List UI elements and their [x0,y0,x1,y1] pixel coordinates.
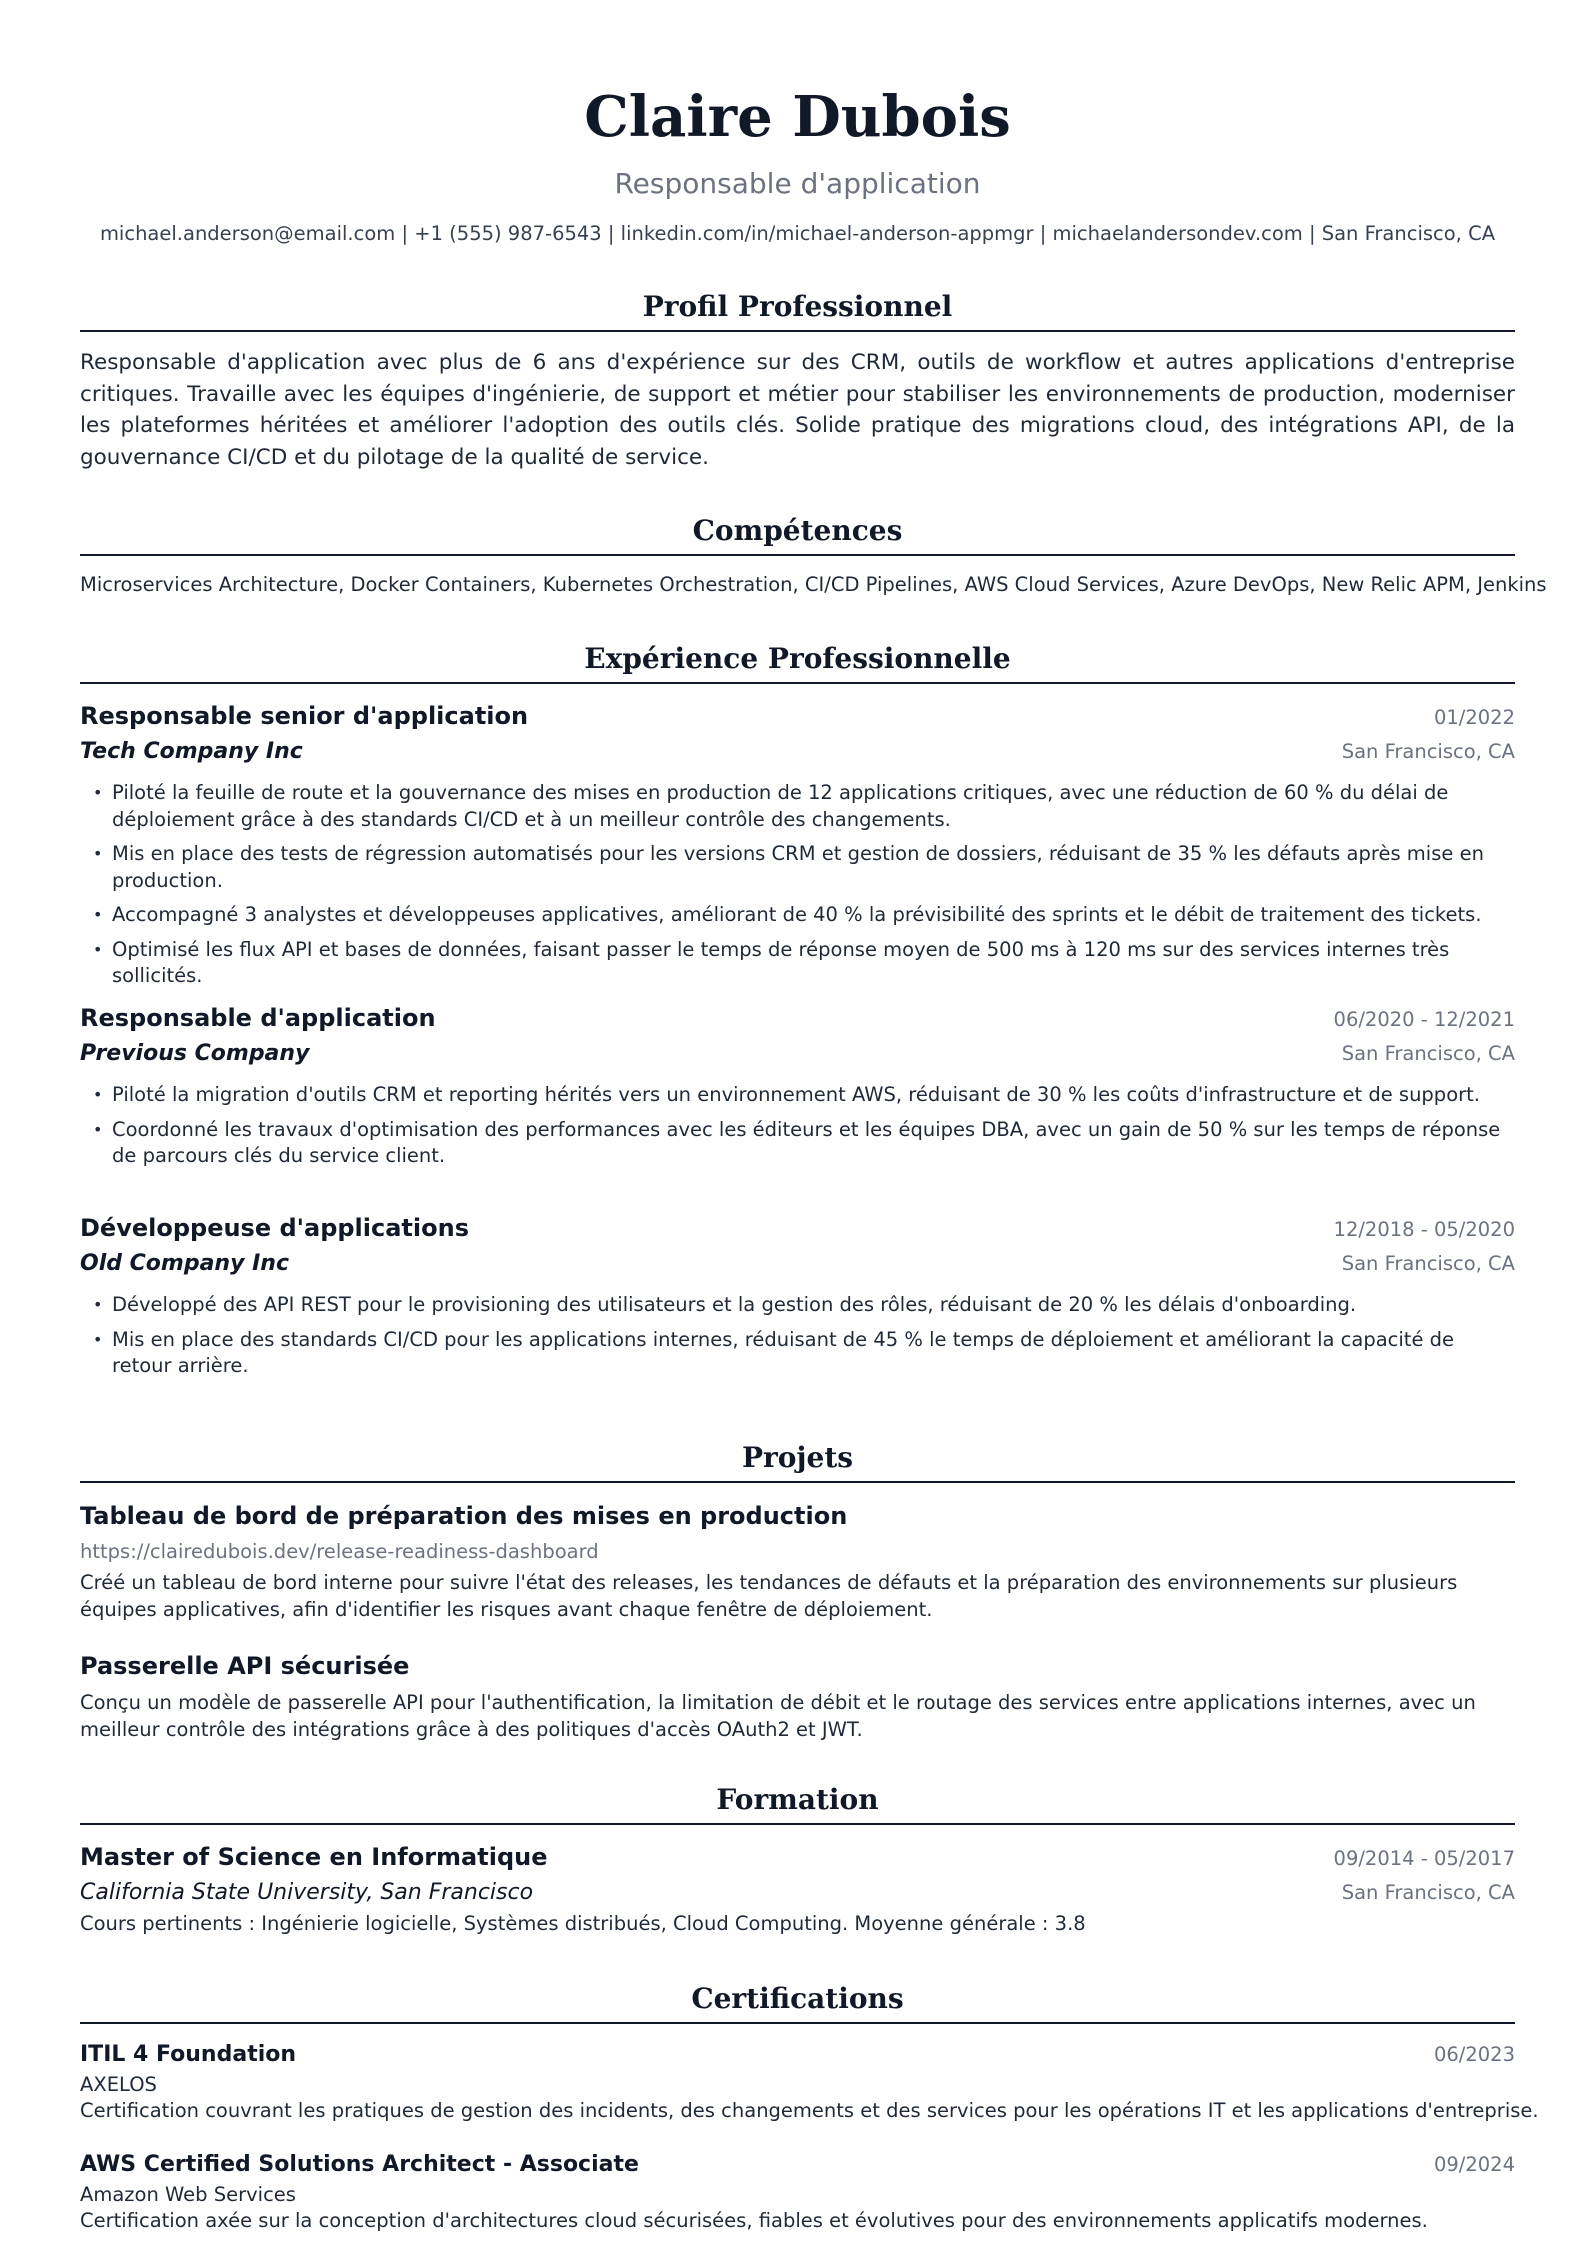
cert-description: Certification axée sur la conception d'architectures cloud sécurisées, fiables et évolutives pour des environnements applicatifs modernes. [80,2209,1428,2232]
education-heading: Formation [716,1783,879,1816]
education-date: 09/2014 - 05/2017 [1333,1847,1515,1870]
cert-issuer: AXELOS [80,2073,157,2096]
experience-divider [80,682,1515,684]
job-location: San Francisco, CA [1341,1252,1515,1275]
project-link-row [80,1539,1515,1565]
job-date: 01/2022 [1433,706,1515,729]
education-subheader [80,1878,1515,1908]
candidate-title: Responsable d'application [614,167,981,200]
project-text: Conçu un modèle de passerelle API pour l'authentification, la limitation de débit et le routage des services entre applications internes, avec un meilleur contrôle des intégrations grâce à des politiques d'accès OAuth2 et JWT. [80,1691,1476,1741]
job-role: Responsable senior d'application [80,702,529,730]
skills-text: Microservices Architecture, Docker Containers, Kubernetes Orchestration, CI/CD Pipelines, AWS Cloud Services, Azure DevOps, New Relic APM, Jenkins [80,573,1547,596]
skills-heading: Compétences [692,514,903,547]
contact-line: michael.anderson@email.com | +1 (555) 987-6543 | linkedin.com/in/michael-anderson-appmgr | michaelandersondev.com | San Francisco, CA [99,222,1496,245]
job-subheader [80,737,1515,767]
cert-issuer: Amazon Web Services [80,2183,296,2206]
cert-description: Certification couvrant les pratiques de gestion des incidents, des changements et des services pour les opérations IT et les applications d'entreprise. [80,2099,1539,2122]
job-role: Développeuse d'applications [80,1214,469,1242]
profile-divider [80,330,1515,332]
project-text: Créé un tableau de bord interne pour suivre l'état des releases, les tendances de défauts et la préparation des environnements sur plusieurs équipes applicatives, afin d'identifier les risques avant chaque fenêtre de déploiement. [80,1571,1458,1621]
cert-description-row [80,2098,1539,2124]
job-date: 12/2018 - 05/2020 [1333,1218,1515,1241]
cert-description-row [80,2208,1515,2234]
job-company: Tech Company Inc [80,739,303,764]
project-header [80,1650,1515,1682]
education-details [80,1911,1515,1937]
degree-name: Master of Science en Informatique [80,1843,548,1871]
list-item: • Piloté la migration d'outils CRM et reporting hérités vers un environnement AWS, réduisant de 30 % les coûts d'infrastructure et de support. [80,1082,1515,1109]
list-item: • Mis en place des tests de régression automatisés pour les versions CRM et gestion de dossiers, réduisant de 35 % les défauts après mise en production. [80,841,1515,894]
list-item: • Optimisé les flux API et bases de données, faisant passer le temps de réponse moyen de 500 ms à 120 ms sur des services internes très sollicités. [80,937,1515,990]
certifications-heading: Certifications [691,1982,904,2015]
job-bullets [80,1082,1515,1178]
cert-issuer-row [80,2182,1515,2208]
job-header [80,700,1515,732]
cert-issuer-row [80,2072,1515,2098]
project-title: Passerelle API sécurisée [80,1652,410,1680]
job-company: Previous Company [80,1041,310,1066]
skills-divider [80,554,1515,556]
job-subheader [80,1039,1515,1069]
project-link[interactable]: https://clairedubois.dev/release-readiness-dashboard [80,1540,599,1563]
cert-header [80,2150,1515,2180]
projects-divider [80,1481,1515,1483]
profile-section [80,347,1515,473]
job-role: Responsable d'application [80,1004,436,1032]
project-description [80,1570,1515,1623]
cert-name: ITIL 4 Foundation [80,2042,297,2067]
list-item: • Développé des API REST pour le provisioning des utilisateurs et la gestion des rôles, réduisant de 20 % les délais d'onboarding. [80,1292,1515,1319]
cert-name: AWS Certified Solutions Architect - Associate [80,2152,639,2177]
list-item: • Accompagné 3 analystes et développeuses applicatives, améliorant de 40 % la prévisibilité des sprints et le débit de traitement des tickets. [80,902,1515,929]
list-item: • Mis en place des standards CI/CD pour les applications internes, réduisant de 45 % le temps de déploiement et améliorant la capacité de retour arrière. [80,1327,1515,1380]
education-location: San Francisco, CA [1341,1881,1515,1904]
list-item: • Coordonné les travaux d'optimisation des performances avec les éditeurs et les équipes DBA, avec un gain de 50 % sur les temps de réponse de parcours clés du service client. [80,1117,1515,1170]
job-bullets [80,1292,1515,1388]
education-divider [80,1823,1515,1825]
job-header [80,1002,1515,1034]
experience-heading: Expérience Professionnelle [584,642,1011,675]
job-subheader [80,1249,1515,1279]
job-bullets [80,780,1515,998]
project-description [80,1690,1515,1743]
job-header [80,1212,1515,1244]
project-header [80,1500,1515,1532]
list-item: • Piloté la feuille de route et la gouvernance des mises en production de 12 applications critiques, avec une réduction de 60 % du délai de déploiement grâce à des standards CI/CD et à un meilleur contrôle des changements. [80,780,1515,833]
profile-text: Responsable d'application avec plus de 6 ans d'expérience sur des CRM, outils de workflow et autres applications d'entreprise critiques. Travaille avec les équipes d'ingénierie, de support et métier pour stabiliser les environnements de production, moderniser les plateformes héritées et améliorer l'adoption des outils clés. Solide pratique des migrations cloud, des intégrations API, de la gouvernance CI/CD et du pilotage de la qualité de service. [80,350,1515,470]
job-location: San Francisco, CA [1341,740,1515,763]
skills-section [80,572,1547,598]
profile-heading: Profil Professionnel [642,290,953,323]
cert-date: 09/2024 [1433,2153,1515,2176]
school-name: California State University, San Francisco [80,1880,534,1905]
education-header [80,1841,1515,1873]
projects-heading: Projets [741,1441,854,1474]
job-date: 06/2020 - 12/2021 [1333,1008,1515,1031]
certifications-divider [80,2022,1515,2024]
job-company: Old Company Inc [80,1251,289,1276]
candidate-name: Claire Dubois [584,84,1011,150]
cert-header [80,2040,1515,2070]
education-details-text: Cours pertinents : Ingénierie logicielle, Systèmes distribués, Cloud Computing. Moyenne générale : 3.8 [80,1912,1086,1935]
project-title: Tableau de bord de préparation des mises en production [80,1502,848,1530]
job-location: San Francisco, CA [1341,1042,1515,1065]
cert-date: 06/2023 [1433,2043,1515,2066]
